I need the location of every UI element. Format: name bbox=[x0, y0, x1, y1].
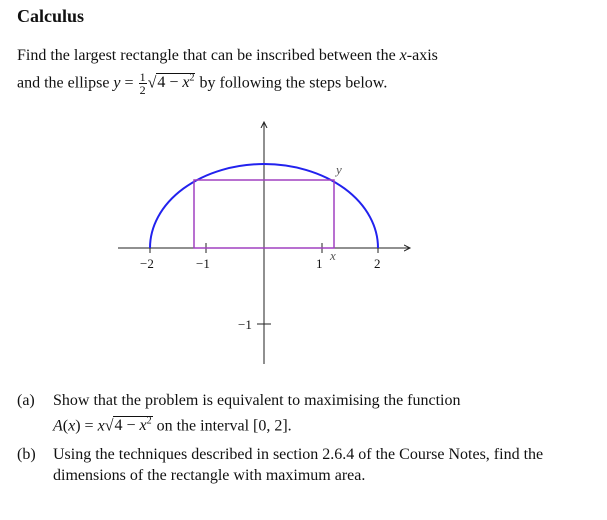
part-a-sqrt-x: x bbox=[139, 417, 147, 435]
part-a-sqrt-const: 4 − bbox=[114, 417, 140, 435]
sqrt-expression: $√4 - x^2$ bbox=[147, 73, 195, 92]
page-title: Calculus bbox=[17, 6, 85, 26]
intro-line-2 bbox=[17, 67, 592, 96]
equals-sign: = bbox=[120, 74, 138, 92]
ellipse-figure bbox=[110, 118, 430, 368]
x-tick-label-1: 1 bbox=[316, 256, 323, 271]
paren-open: ( bbox=[62, 417, 69, 435]
problem-parts bbox=[17, 390, 597, 494]
sqrt-x: x bbox=[182, 74, 190, 92]
paren-close: ) = bbox=[75, 417, 98, 435]
x-variable: x bbox=[399, 47, 407, 64]
sqrt-const: 4 − bbox=[157, 74, 183, 92]
part-a-sqrt: $√4 - x^2$ bbox=[104, 416, 152, 435]
curve-label: y bbox=[336, 162, 342, 177]
problem-intro bbox=[17, 44, 592, 96]
part-a-text: Show that the problem is equivalent to maximising the function bbox=[53, 392, 461, 409]
y-tick-label-neg1: −1 bbox=[238, 317, 252, 332]
part-a-formula bbox=[53, 411, 597, 436]
sqrt-power: 2 bbox=[189, 73, 195, 84]
intro-line-1 bbox=[17, 44, 592, 67]
part-b-text: Using the techniques described in section 2.6.4 of the Course Notes, find the dimensions of the rectangle with maximum area. bbox=[53, 446, 544, 485]
fraction-one-half bbox=[139, 71, 147, 96]
y-variable: y bbox=[113, 74, 121, 92]
x-tick-label-2: 2 bbox=[374, 256, 381, 271]
intro-text-end: -axis bbox=[406, 47, 438, 64]
factor-x: x bbox=[97, 417, 105, 435]
intro-text-2: and the ellipse bbox=[17, 74, 114, 92]
part-a-sqrt-power: 2 bbox=[146, 416, 152, 427]
part-b-label: (b) bbox=[17, 446, 36, 464]
part-a-label: (a) bbox=[17, 392, 35, 409]
intro-text: Find the largest rectangle that can be inscribed between the bbox=[17, 47, 400, 64]
intro-text-2-end: by following the steps below. bbox=[195, 74, 388, 92]
part-b bbox=[17, 444, 597, 486]
function-name: A bbox=[53, 417, 63, 435]
part-a bbox=[17, 390, 597, 436]
x-axis-label: x bbox=[330, 248, 336, 263]
fraction-denominator: 2 bbox=[139, 83, 146, 98]
x-tick-label-neg2: −2 bbox=[140, 256, 154, 271]
x-tick-label-neg1: −1 bbox=[196, 256, 210, 271]
function-arg: x bbox=[68, 417, 76, 435]
part-a-interval: on the interval [0, 2]. bbox=[152, 417, 292, 435]
fraction-numerator: 1 bbox=[139, 70, 146, 85]
